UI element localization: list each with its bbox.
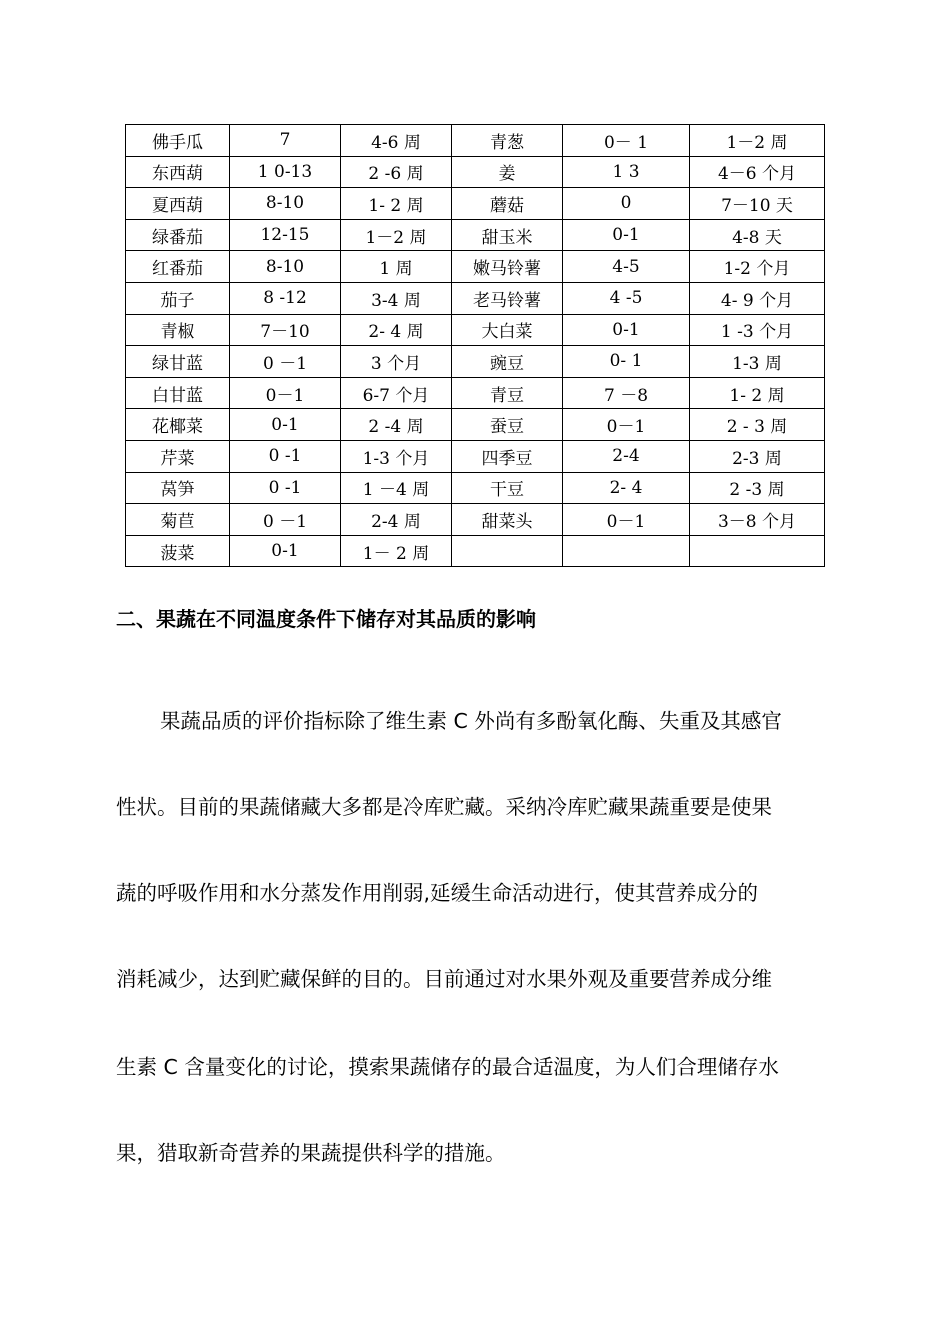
table-cell: 甜玉米 — [452, 219, 563, 251]
table-cell: 白甘蓝 — [126, 377, 230, 409]
table-row — [126, 440, 825, 472]
table-cell: 0- 1 — [563, 346, 690, 378]
paragraph-line-1: 果蔬品质的评价指标除了维生素 C 外尚有多酚氧化酶、失重及其感官 — [160, 709, 782, 733]
table-row — [126, 472, 825, 504]
table-cell: 2- 4 周 — [341, 314, 452, 346]
table-cell: 绿番茄 — [126, 219, 230, 251]
table-cell: 0 — [563, 188, 690, 220]
table-cell: 2 -6 周 — [341, 156, 452, 188]
table-cell: 4- 9 个月 — [690, 282, 825, 314]
table-cell: 4-6 周 — [341, 125, 452, 157]
table-cell — [452, 535, 563, 567]
table-cell: 豌豆 — [452, 346, 563, 378]
storage-table-body — [126, 125, 825, 567]
table-cell: 红番茄 — [126, 251, 230, 283]
table-cell: 花椰菜 — [126, 409, 230, 441]
table-cell: 1－ 2 周 — [341, 535, 452, 567]
table-cell: 蘑菇 — [452, 188, 563, 220]
table-cell: 青椒 — [126, 314, 230, 346]
section-heading: 二、果蔬在不同温度条件下储存对其品质的影响 — [116, 607, 536, 631]
table-cell: 1 周 — [341, 251, 452, 283]
table-cell: 7－10 — [230, 314, 341, 346]
table-cell — [690, 535, 825, 567]
table-cell: 莴笋 — [126, 472, 230, 504]
table-cell: 1- 2 周 — [690, 377, 825, 409]
table-row — [126, 377, 825, 409]
table-row — [126, 219, 825, 251]
table-cell: 1- 2 周 — [341, 188, 452, 220]
table-cell: 3 个月 — [341, 346, 452, 378]
paragraph-line-3: 蔬的呼吸作用和水分蒸发作用削弱,延缓生命活动进行，使其营养成分的 — [116, 881, 759, 905]
table-cell: 4－6 个月 — [690, 156, 825, 188]
table-cell: 1 -3 个月 — [690, 314, 825, 346]
table-cell: 甜菜头 — [452, 504, 563, 536]
table-cell: 4-8 天 — [690, 219, 825, 251]
table-cell: 1 3 — [563, 156, 690, 188]
table-cell: 绿甘蓝 — [126, 346, 230, 378]
table-cell: 0-1 — [230, 535, 341, 567]
table-row — [126, 535, 825, 567]
table-cell: 2-4 周 — [341, 504, 452, 536]
table-cell: 0-1 — [230, 409, 341, 441]
table-cell: 1-3 个月 — [341, 440, 452, 472]
table-cell: 2 - 3 周 — [690, 409, 825, 441]
table-row — [126, 314, 825, 346]
table-row — [126, 504, 825, 536]
table-cell: 1-2 个月 — [690, 251, 825, 283]
table-cell: 4 -5 — [563, 282, 690, 314]
table-cell — [563, 535, 690, 567]
table-cell: 青葱 — [452, 125, 563, 157]
table-cell: 7－10 天 — [690, 188, 825, 220]
table-cell: 2-3 周 — [690, 440, 825, 472]
table-cell: 老马铃薯 — [452, 282, 563, 314]
table-cell: 0-1 — [563, 219, 690, 251]
table-cell: 姜 — [452, 156, 563, 188]
table-cell: 东西葫 — [126, 156, 230, 188]
table-cell: 佛手瓜 — [126, 125, 230, 157]
storage-table — [125, 124, 825, 567]
table-cell: 8-10 — [230, 188, 341, 220]
table-cell: 12-15 — [230, 219, 341, 251]
table-cell: 大白菜 — [452, 314, 563, 346]
table-cell: 干豆 — [452, 472, 563, 504]
table-cell: 0－1 — [563, 409, 690, 441]
table-cell: 蚕豆 — [452, 409, 563, 441]
table-cell: 0－ 1 — [563, 125, 690, 157]
table-row — [126, 156, 825, 188]
table-cell: 0 -1 — [230, 472, 341, 504]
table-cell: 0－1 — [563, 504, 690, 536]
table-cell: 8 -12 — [230, 282, 341, 314]
table-row — [126, 282, 825, 314]
table-cell: 0-1 — [563, 314, 690, 346]
paragraph-line-2: 性状。目前的果蔬储藏大多都是冷库贮藏。采纳冷库贮藏果蔬重要是使果 — [116, 795, 772, 819]
table-row — [126, 251, 825, 283]
table-cell: 1 －4 周 — [341, 472, 452, 504]
table-cell: 4-5 — [563, 251, 690, 283]
table-cell: 2 -3 周 — [690, 472, 825, 504]
table-cell: 7 －8 — [563, 377, 690, 409]
table-cell: 0 －1 — [230, 346, 341, 378]
table-cell: 2- 4 — [563, 472, 690, 504]
table-cell: 青豆 — [452, 377, 563, 409]
paragraph-line-6: 果，猎取新奇营养的果蔬提供科学的措施。 — [116, 1141, 506, 1165]
table-cell: 0 -1 — [230, 440, 341, 472]
table-cell: 0－1 — [230, 377, 341, 409]
table-cell: 芹菜 — [126, 440, 230, 472]
paragraph-line-4: 消耗减少，达到贮藏保鲜的目的。目前通过对水果外观及重要营养成分维 — [116, 967, 772, 991]
table-cell: 菊苣 — [126, 504, 230, 536]
paragraph-line-5: 生素 C 含量变化的讨论，摸索果蔬储存的最合适温度，为人们合理储存水 — [116, 1055, 779, 1079]
table-cell: 夏西葫 — [126, 188, 230, 220]
table-row — [126, 125, 825, 157]
table-cell: 四季豆 — [452, 440, 563, 472]
table-cell: 1 0-13 — [230, 156, 341, 188]
table-cell: 3－8 个月 — [690, 504, 825, 536]
table-cell: 茄子 — [126, 282, 230, 314]
table-cell: 3-4 周 — [341, 282, 452, 314]
table-cell: 8-10 — [230, 251, 341, 283]
table-cell: 菠菜 — [126, 535, 230, 567]
table-cell: 1-3 周 — [690, 346, 825, 378]
table-cell: 6-7 个月 — [341, 377, 452, 409]
table-row — [126, 346, 825, 378]
table-cell: 7 — [230, 125, 341, 157]
table-cell: 0 －1 — [230, 504, 341, 536]
table-row — [126, 409, 825, 441]
table-cell: 1－2 周 — [341, 219, 452, 251]
table-cell: 嫩马铃薯 — [452, 251, 563, 283]
table-cell: 1－2 周 — [690, 125, 825, 157]
table-row — [126, 188, 825, 220]
table-cell: 2 -4 周 — [341, 409, 452, 441]
table-cell: 2-4 — [563, 440, 690, 472]
